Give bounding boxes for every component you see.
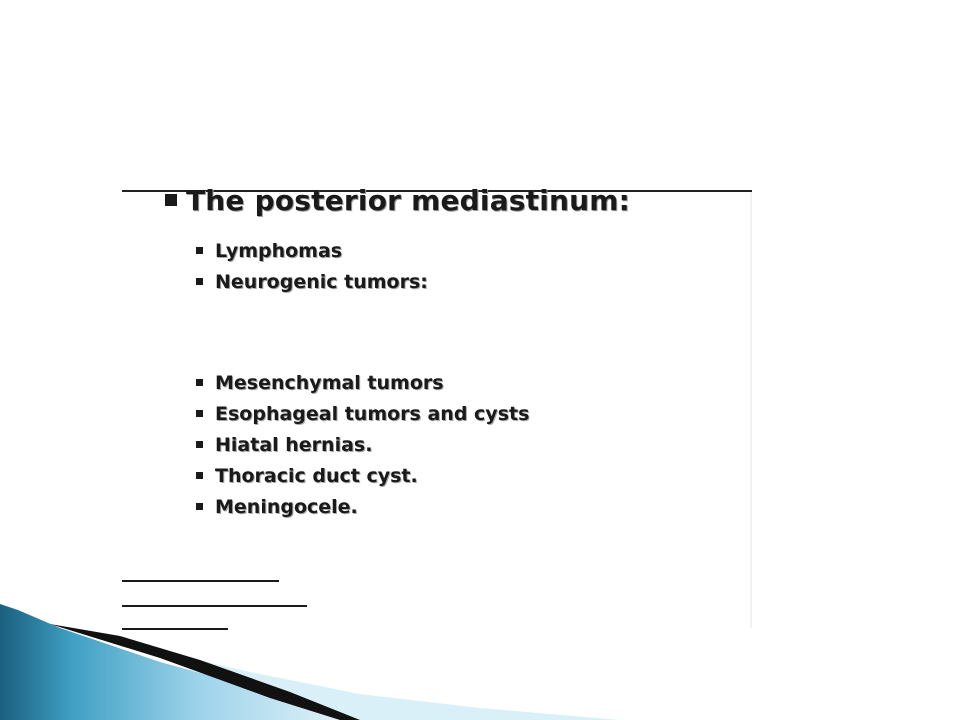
list-item (196, 372, 444, 394)
bullet-square-icon (196, 278, 203, 285)
bullet-square-icon (196, 379, 203, 386)
list-item (196, 496, 358, 518)
list-item (196, 240, 342, 262)
bullet-square-icon (196, 410, 203, 417)
list-item-text: Meningocele. (215, 496, 358, 518)
bullet-square-icon (165, 194, 177, 206)
rule-line (122, 580, 279, 582)
heading-text: The posterior mediastinum: (186, 184, 631, 217)
list-item-text: Hiatal hernias. (215, 434, 373, 456)
bullet-square-icon (196, 472, 203, 479)
bullet-square-icon (196, 503, 203, 510)
list-item (196, 403, 529, 425)
list-item (196, 465, 418, 487)
right-edge (750, 192, 752, 628)
bullet-square-icon (196, 441, 203, 448)
list-item (196, 271, 428, 293)
swoosh-decoration (0, 596, 960, 720)
bullet-square-icon (196, 247, 203, 254)
list-item-text: Neurogenic tumors: (215, 271, 428, 293)
list-item-text: Mesenchymal tumors (215, 372, 444, 394)
list-item-text: Thoracic duct cyst. (215, 465, 418, 487)
list-item (196, 434, 372, 456)
list-item-text: Lymphomas (215, 240, 343, 262)
slide-heading (165, 184, 630, 217)
list-item-text: Esophageal tumors and cysts (215, 403, 530, 425)
